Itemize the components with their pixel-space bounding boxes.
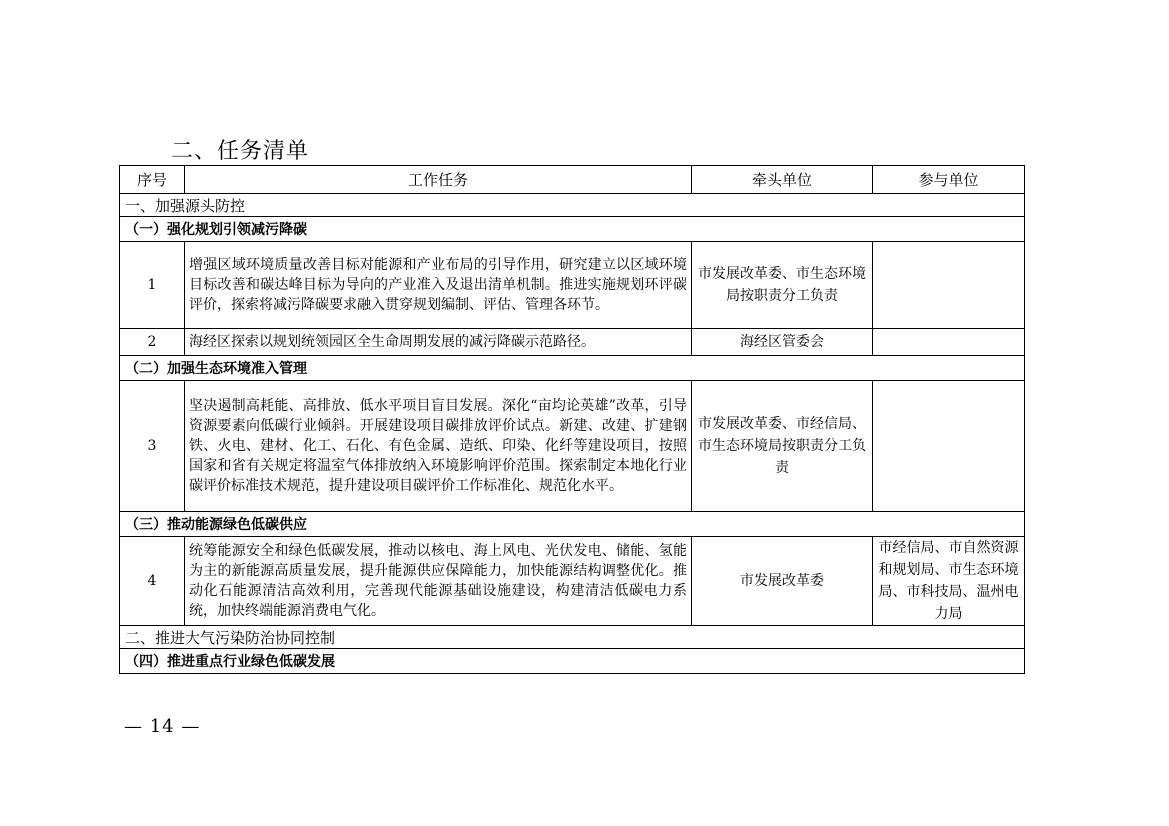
group-row (120, 194, 1025, 217)
row-no: 3 (120, 381, 185, 512)
row-task: 坚决遏制高耗能、高排放、低水平项目盲目发展。深化“亩均论英雄”改革，引导资源要素向低碳行业倾斜。开展建设项目碳排放评价试点。新建、改建、扩建钢铁、火电、建材、化工、石化、有色金属、造纸、印染、化纤等建设项目，按照国家和省有关规定将温室气体排放纳入环境影响评价范围。探索制定本地化行业碳评价标准技术规范，提升建设项目碳评价工作标准化、规范化水平。 (185, 381, 692, 512)
group-title: 一、加强源头防控 (120, 194, 1025, 217)
row-no: 2 (120, 329, 185, 356)
header-no: 序号 (120, 166, 185, 194)
row-lead: 市发展改革委、市经信局、市生态环境局按职责分工负责 (692, 381, 873, 512)
row-participants: 市经信局、市自然资源和规划局、市生态环境局、市科技局、温州电力局 (873, 537, 1025, 626)
subgroup-row (120, 649, 1025, 674)
subgroup-row (120, 217, 1025, 242)
subgroup-title: （三）推动能源绿色低碳供应 (120, 512, 1025, 537)
subgroup-row (120, 356, 1025, 381)
header-participants: 参与单位 (873, 166, 1025, 194)
row-participants (873, 242, 1025, 329)
page-number: — 14 — (124, 716, 201, 737)
row-participants (873, 329, 1025, 356)
group-title: 二、推进大气污染防治协同控制 (120, 626, 1025, 649)
row-task: 海经区探索以规划统领园区全生命周期发展的减污降碳示范路径。 (185, 329, 692, 356)
row-lead: 市发展改革委、市生态环境局按职责分工负责 (692, 242, 873, 329)
row-no: 1 (120, 242, 185, 329)
row-no: 4 (120, 537, 185, 626)
table-row (120, 537, 1025, 626)
row-task: 统筹能源安全和绿色低碳发展，推动以核电、海上风电、光伏发电、储能、氢能为主的新能源高质量发展，提升能源供应保障能力，加快能源结构调整优化。推动化石能源清洁高效利用，完善现代能源基础设施建设，构建清洁低碳电力系统，加快终端能源消费电气化。 (185, 537, 692, 626)
subgroup-row (120, 512, 1025, 537)
table-row (120, 381, 1025, 512)
row-task: 增强区域环境质量改善目标对能源和产业布局的引导作用，研究建立以区域环境目标改善和碳达峰目标为导向的产业准入及退出清单机制。推进实施规划环评碳评价，探索将减污降碳要求融入贯穿规划编制、评估、管理各环节。 (185, 242, 692, 329)
row-lead: 市发展改革委 (692, 537, 873, 626)
group-row (120, 626, 1025, 649)
header-lead: 牵头单位 (692, 166, 873, 194)
task-table (119, 165, 1025, 674)
row-lead: 海经区管委会 (692, 329, 873, 356)
subgroup-title: （四）推进重点行业绿色低碳发展 (120, 649, 1025, 674)
table-row (120, 242, 1025, 329)
table-row (120, 329, 1025, 356)
header-task: 工作任务 (185, 166, 692, 194)
row-participants (873, 381, 1025, 512)
subgroup-title: （二）加强生态环境准入管理 (120, 356, 1025, 381)
subgroup-title: （一）强化规划引领减污降碳 (120, 217, 1025, 242)
table-header-row (120, 166, 1025, 194)
section-heading: 二、任务清单 (171, 139, 310, 164)
